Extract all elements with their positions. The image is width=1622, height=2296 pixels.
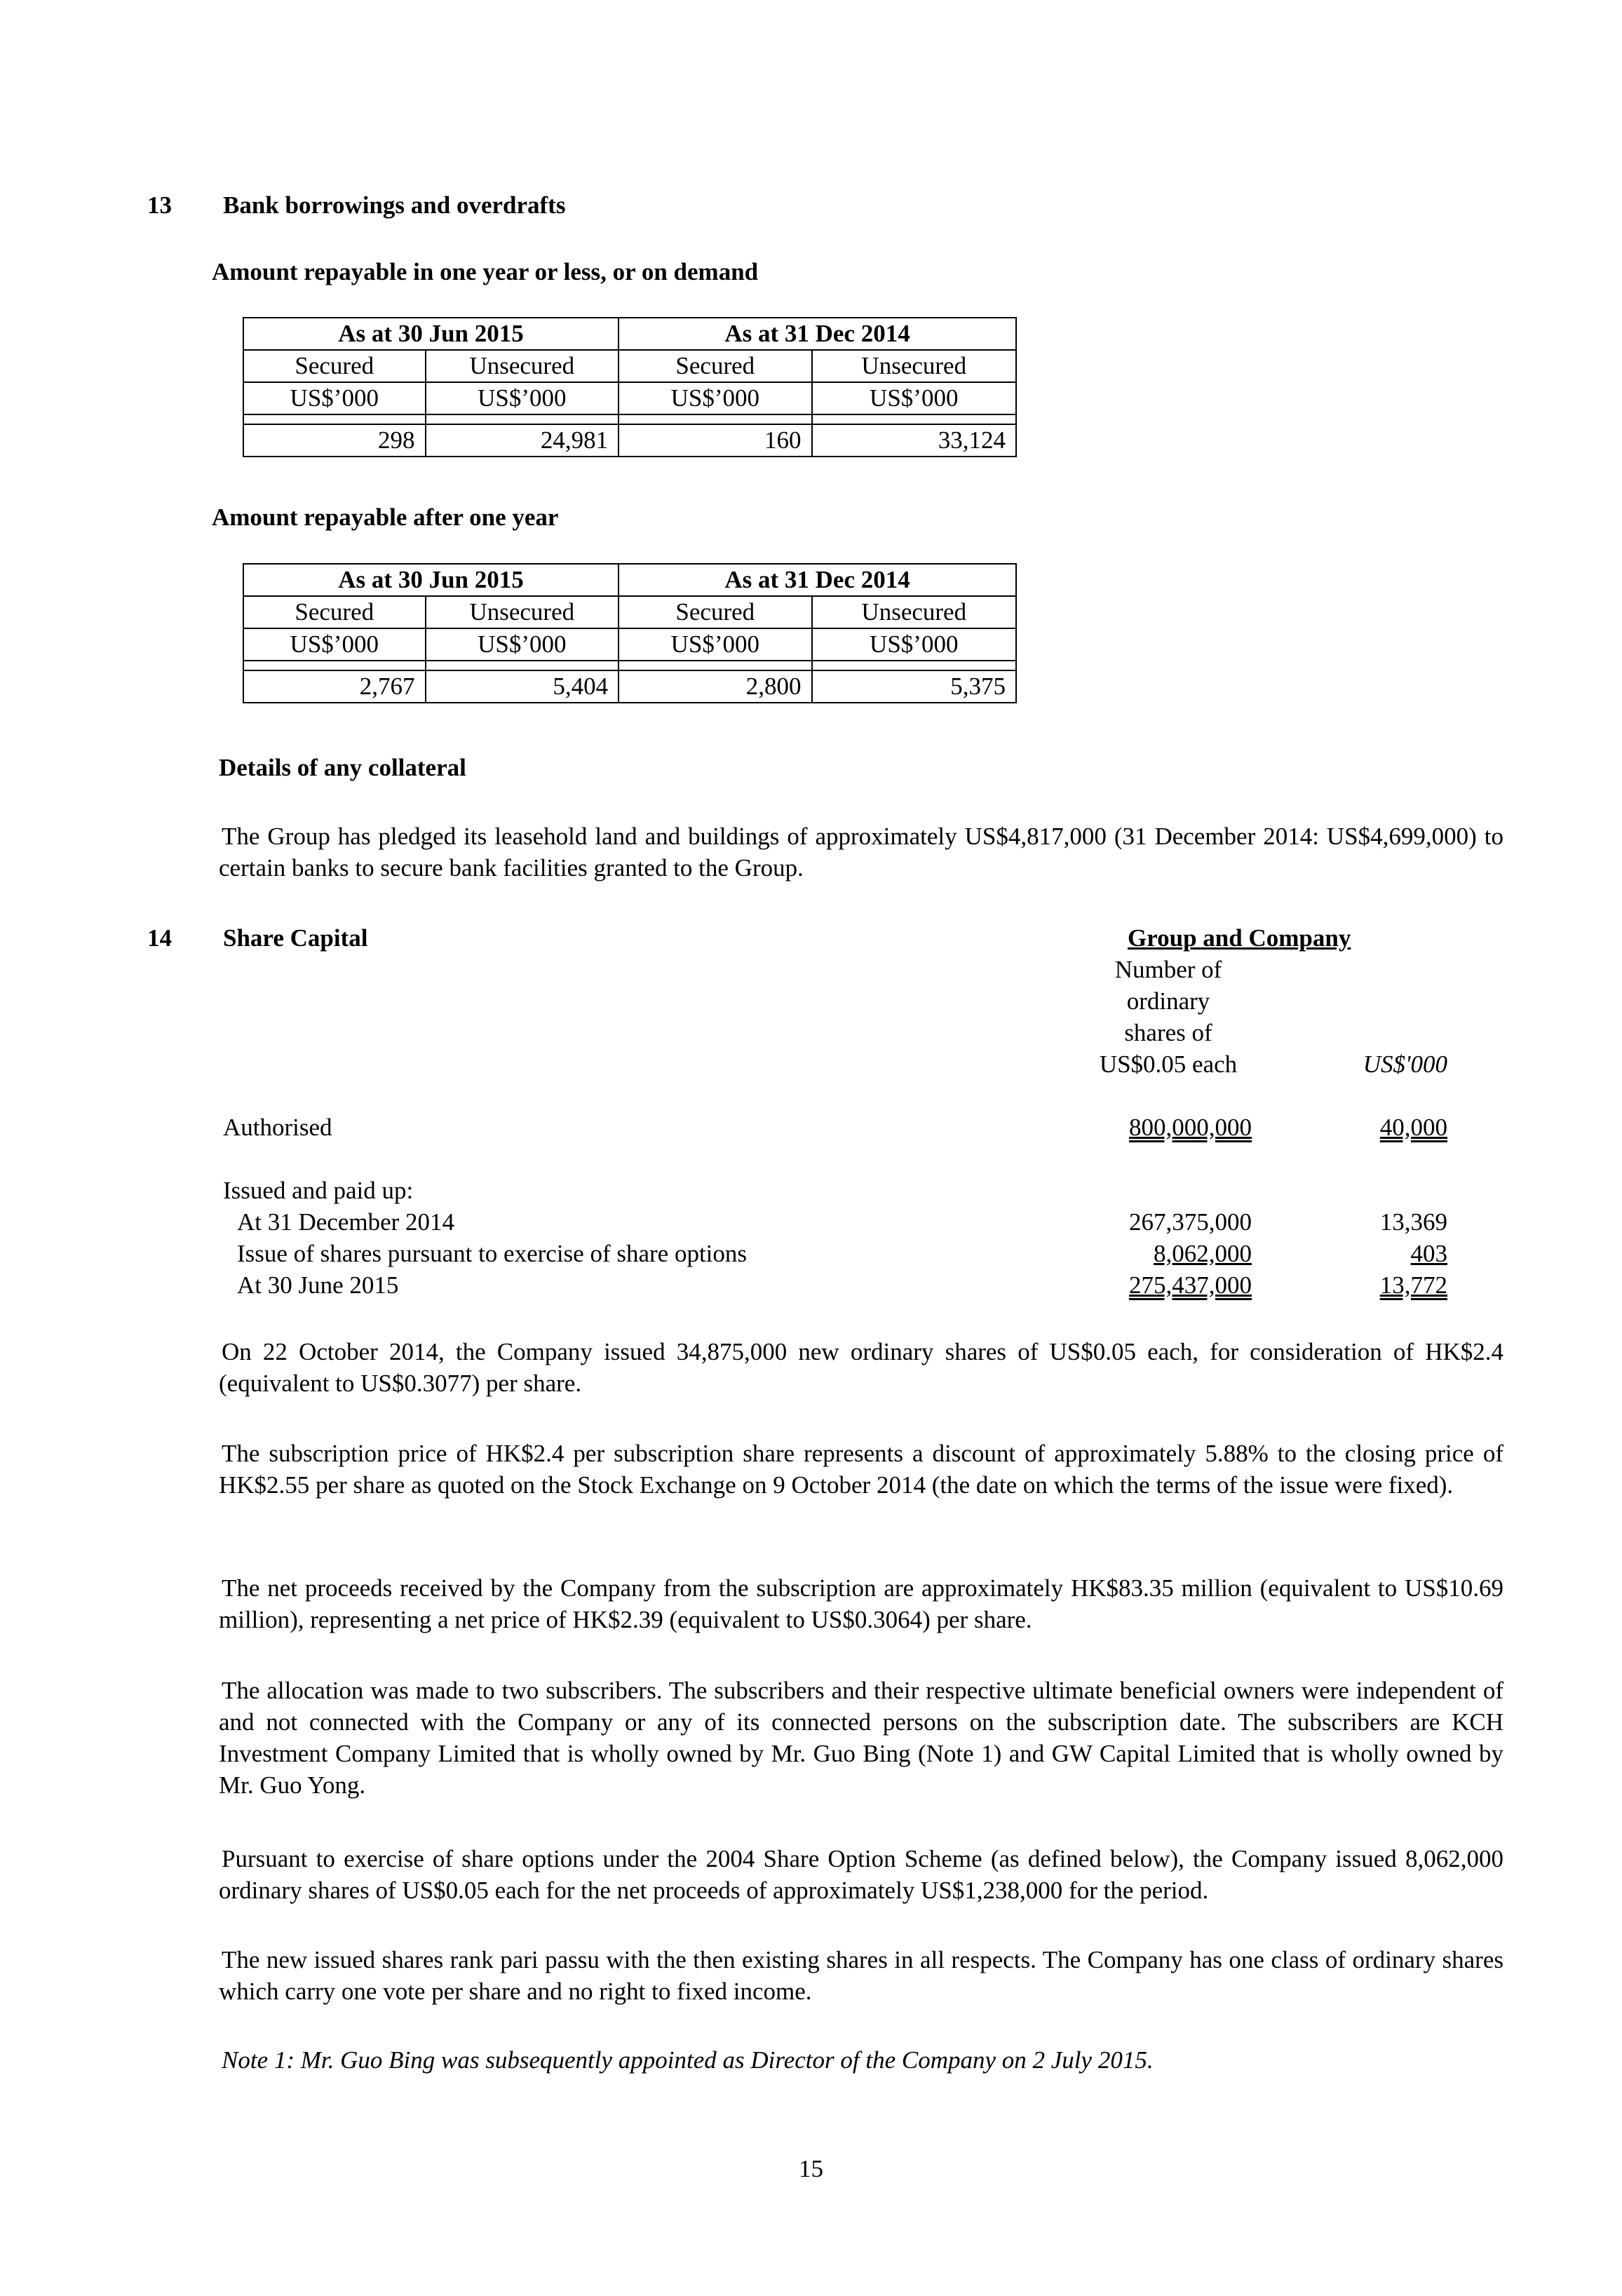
row-amount: 403 bbox=[1410, 1240, 1447, 1267]
amount-column-header: US$'000 bbox=[1363, 1051, 1447, 1078]
table-row bbox=[243, 596, 1016, 628]
table-row bbox=[243, 628, 1016, 661]
column-header: Unsecured bbox=[812, 596, 1017, 628]
header-line: ordinary bbox=[1126, 987, 1210, 1015]
table1-heading: Amount repayable in one year or less, or on demand bbox=[212, 258, 759, 285]
value-cell: 2,800 bbox=[619, 670, 811, 703]
unit-cell: US$’000 bbox=[426, 382, 619, 414]
value-cell: 5,375 bbox=[812, 670, 1017, 703]
table-row bbox=[243, 318, 1016, 350]
authorised-shares: 800,000,000 bbox=[1129, 1114, 1252, 1141]
unit-cell: US$’000 bbox=[619, 382, 811, 414]
section-13-title: Bank borrowings and overdrafts bbox=[223, 191, 566, 219]
paragraph: The allocation was made to two subscribers. The subscribers and their respective ultimate beneficial owners were independent of and not connected with the Company or any of its connected persons on the subscription date. The subscribers are KCH Investment Company Limited that is wholly owned by Mr. Guo Bing (Note 1) and GW Capital Limited that is wholly owned by Mr. Guo Yong. bbox=[219, 1677, 1503, 1799]
value-cell: 5,404 bbox=[426, 670, 619, 703]
column-header: Secured bbox=[619, 350, 811, 382]
paragraph: The net proceeds received by the Company from the subscription are approximately HK$83.35 million (equivalent to US$10.69 million), representing a net price of HK$2.39 (equivalent to US$0.3064) per share. bbox=[219, 1574, 1503, 1633]
row-amount: 13,369 bbox=[1379, 1208, 1447, 1236]
row-amount: 13,772 bbox=[1379, 1271, 1447, 1299]
authorised-label: Authorised bbox=[223, 1114, 332, 1141]
column-header: Secured bbox=[243, 350, 426, 382]
shares-column-header bbox=[1077, 954, 1259, 1080]
borrowings-table-noncurrent bbox=[243, 563, 1017, 703]
paragraph: The subscription price of HK$2.4 per subscription share represents a discount of approximately 5.88% to the closing price of HK$2.55 per share as quoted on the Stock Exchange on 9 October 2014 (the date on which the terms of the issue were fixed). bbox=[219, 1440, 1503, 1499]
table-row bbox=[243, 414, 1016, 424]
footnote: Note 1: Mr. Guo Bing was subsequently appointed as Director of the Company on 2 July 2015. bbox=[222, 2046, 1154, 2074]
column-header: Unsecured bbox=[426, 596, 619, 628]
row-label: Issue of shares pursuant to exercise of share options bbox=[237, 1240, 748, 1267]
section-13-number: 13 bbox=[147, 191, 172, 219]
unit-cell: US$’000 bbox=[243, 628, 426, 661]
table-row bbox=[243, 350, 1016, 382]
collateral-heading: Details of any collateral bbox=[219, 754, 466, 781]
table-row bbox=[243, 382, 1016, 414]
period-header: As at 31 Dec 2014 bbox=[619, 564, 1016, 596]
column-header: Secured bbox=[619, 596, 811, 628]
value-cell: 298 bbox=[243, 424, 426, 457]
paragraph: The new issued shares rank pari passu with the then existing shares in all respects. The Company has one class of ordinary shares which carry one vote per share and no right to fixed income. bbox=[219, 1946, 1503, 2005]
unit-cell: US$’000 bbox=[243, 382, 426, 414]
column-header: Unsecured bbox=[812, 350, 1017, 382]
section-14-title: Share Capital bbox=[223, 924, 368, 952]
section-14-number: 14 bbox=[147, 924, 172, 952]
period-header: As at 31 Dec 2014 bbox=[619, 318, 1016, 350]
row-shares: 275,437,000 bbox=[1129, 1271, 1252, 1299]
column-header: Secured bbox=[243, 596, 426, 628]
table-row bbox=[243, 564, 1016, 596]
period-header: As at 30 Jun 2015 bbox=[243, 318, 619, 350]
value-cell: 2,767 bbox=[243, 670, 426, 703]
value-cell: 33,124 bbox=[812, 424, 1017, 457]
page-number: 15 bbox=[799, 2155, 823, 2182]
borrowings-table-current bbox=[243, 317, 1017, 457]
row-shares: 267,375,000 bbox=[1129, 1208, 1252, 1236]
header-line: shares of bbox=[1124, 1019, 1212, 1046]
unit-cell: US$’000 bbox=[426, 628, 619, 661]
table-row bbox=[243, 424, 1016, 457]
unit-cell: US$’000 bbox=[812, 628, 1017, 661]
table-row bbox=[243, 661, 1016, 670]
value-cell: 160 bbox=[619, 424, 811, 457]
issued-label: Issued and paid up: bbox=[223, 1177, 414, 1204]
unit-cell: US$’000 bbox=[619, 628, 811, 661]
group-company-heading: Group and Company bbox=[1128, 924, 1351, 952]
row-label: At 31 December 2014 bbox=[237, 1208, 455, 1236]
paragraph: On 22 October 2014, the Company issued 34,875,000 new ordinary shares of US$0.05 each, for consideration of HK$2.4 (equivalent to US$0.3077) per share. bbox=[219, 1338, 1503, 1397]
column-header: Unsecured bbox=[426, 350, 619, 382]
collateral-paragraph: The Group has pledged its leasehold land and buildings of approximately US$4,817,000 (31 December 2014: US$4,699,000) to certain banks to secure bank facilities granted to the Group. bbox=[219, 823, 1503, 882]
row-shares: 8,062,000 bbox=[1154, 1240, 1252, 1267]
header-line: Number of bbox=[1114, 956, 1222, 983]
period-header: As at 30 Jun 2015 bbox=[243, 564, 619, 596]
unit-cell: US$’000 bbox=[812, 382, 1017, 414]
table-row bbox=[243, 670, 1016, 703]
header-line: US$0.05 each bbox=[1099, 1051, 1238, 1078]
value-cell: 24,981 bbox=[426, 424, 619, 457]
paragraph: Pursuant to exercise of share options under the 2004 Share Option Scheme (as defined below), the Company issued 8,062,000 ordinary shares of US$0.05 each for the net proceeds of approximately US$1,238,000 for the period. bbox=[219, 1845, 1503, 1904]
table2-heading: Amount repayable after one year bbox=[212, 504, 559, 531]
authorised-amount: 40,000 bbox=[1379, 1114, 1447, 1141]
row-label: At 30 June 2015 bbox=[237, 1271, 399, 1299]
